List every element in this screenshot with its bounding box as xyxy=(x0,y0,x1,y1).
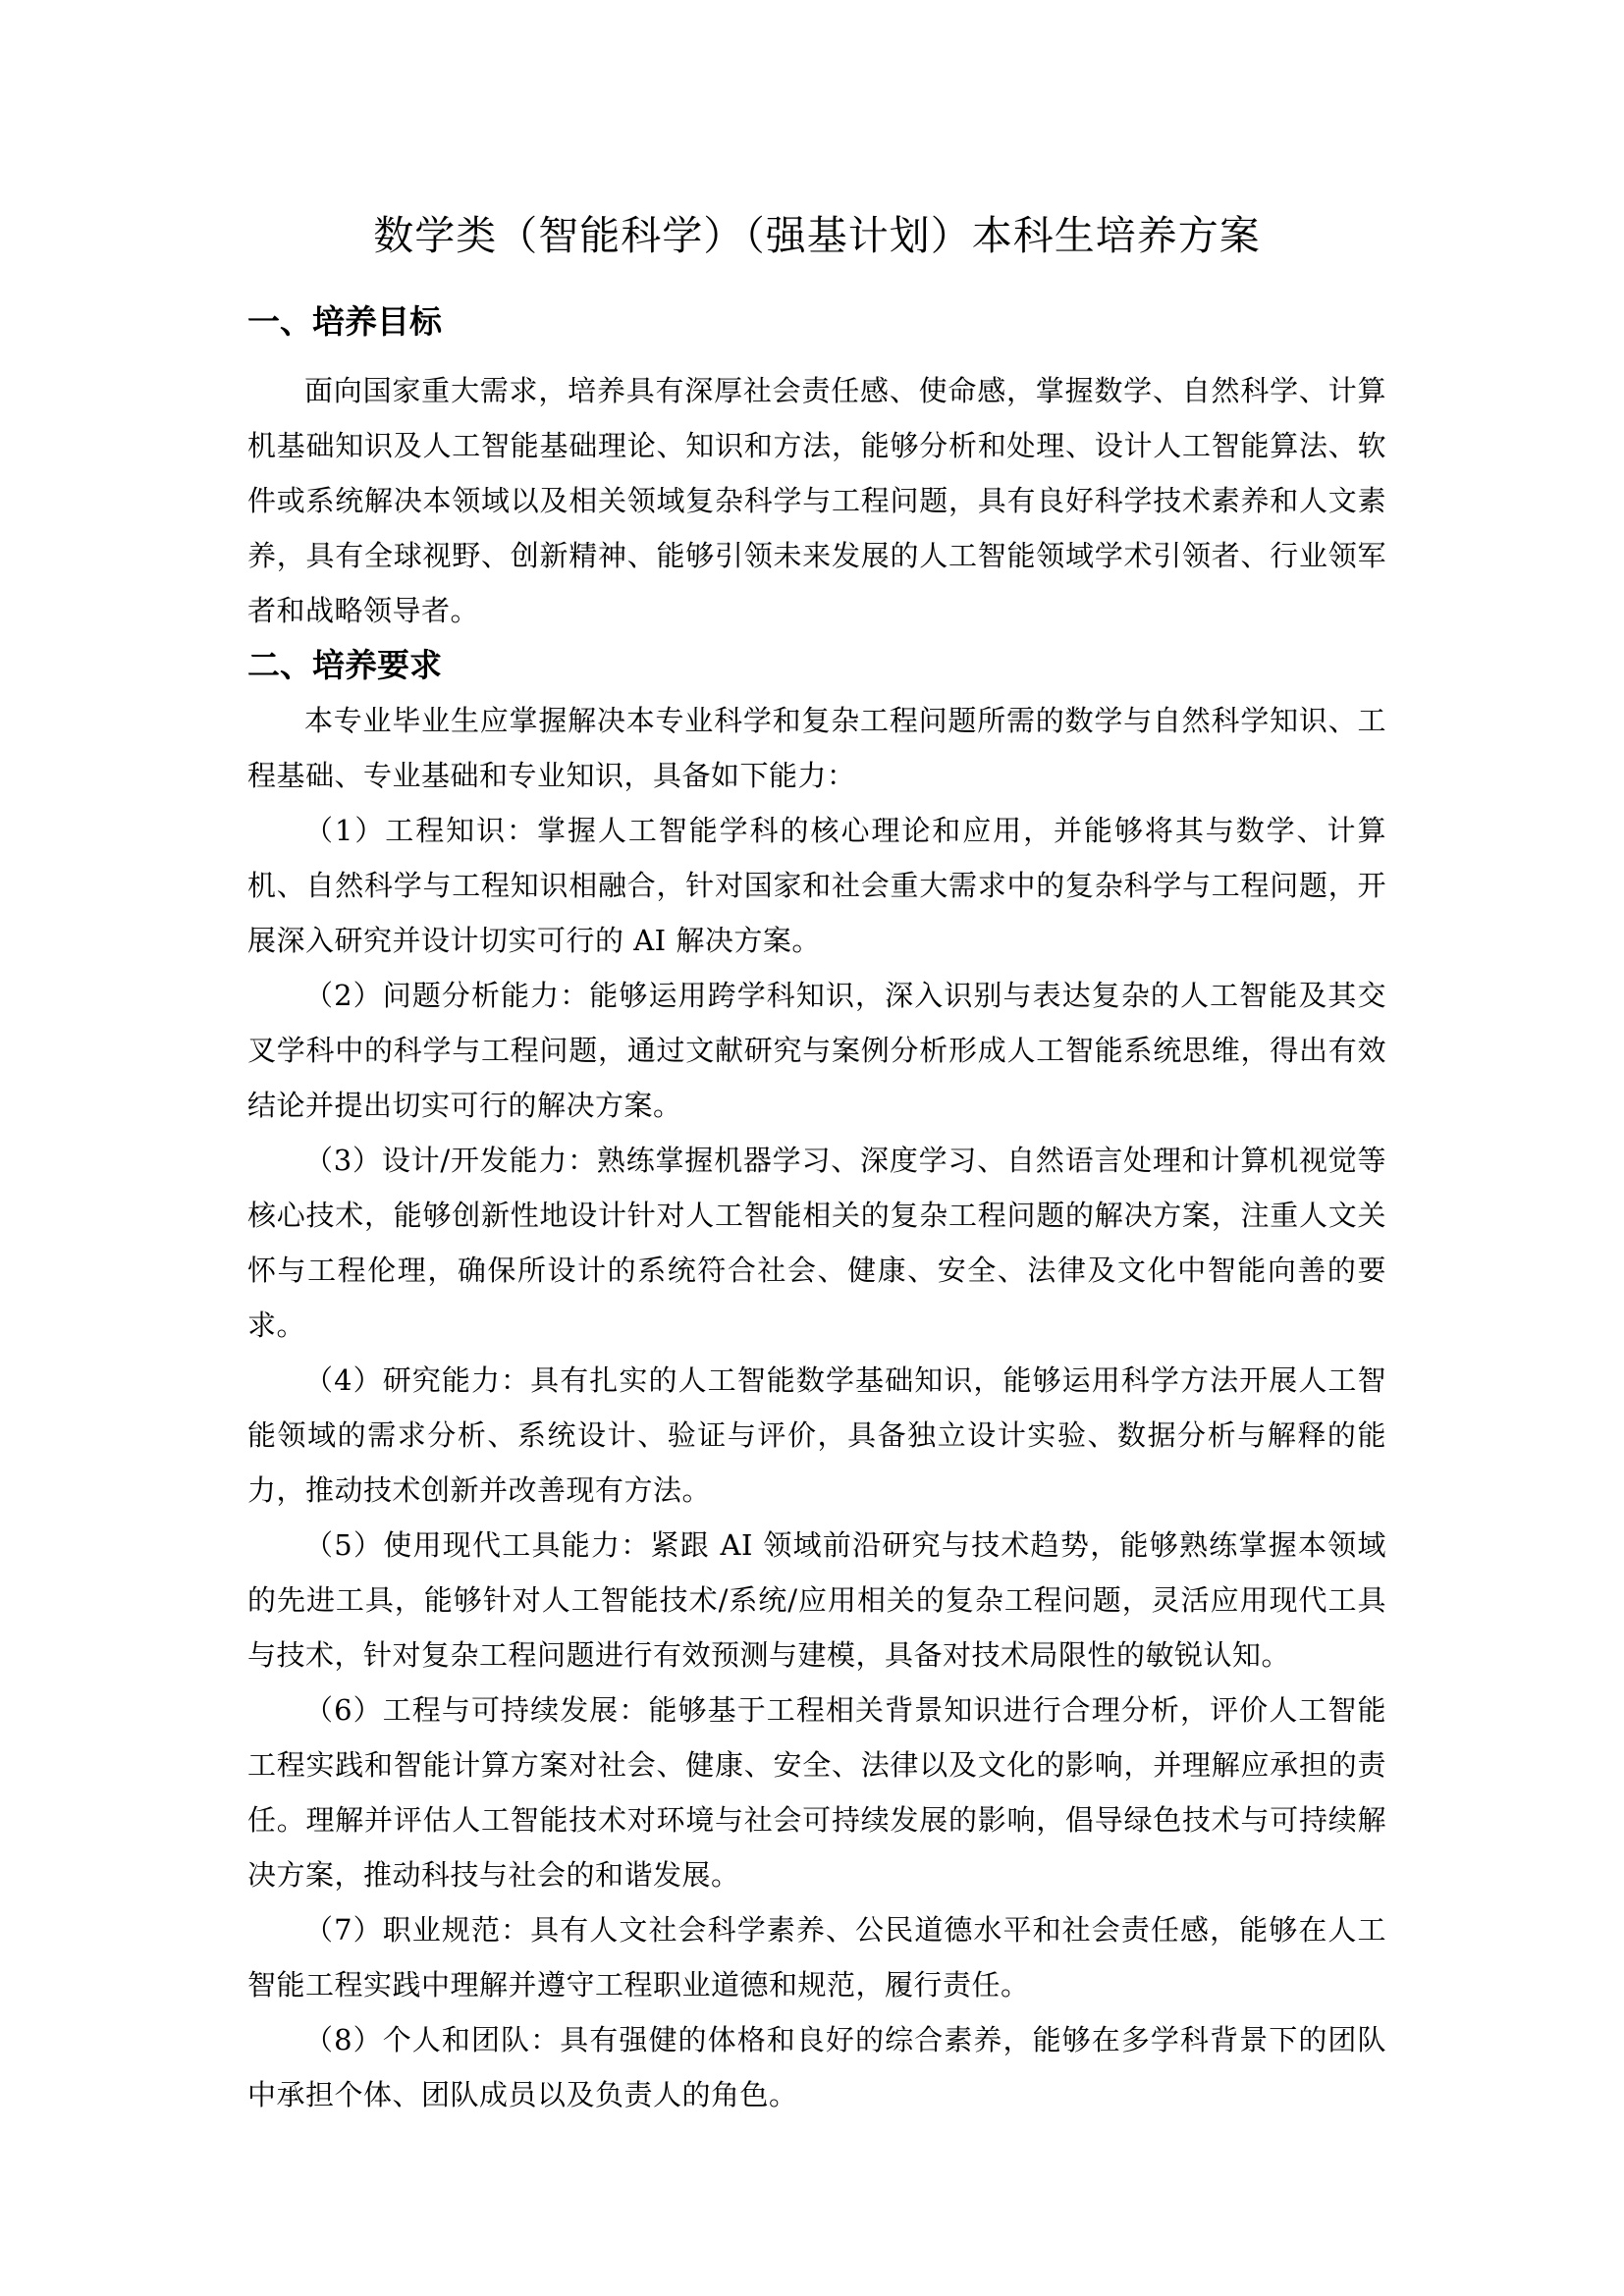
requirement-item-7: （7）职业规范：具有人文社会科学素养、公民道德水平和社会责任感，能够在人工智能工程实践中理解并遵守工程职业道德和规范，履行责任。 xyxy=(247,1913,1386,2002)
requirement-item-8: （8）个人和团队：具有强健的体格和良好的综合素养，能够在多学科背景下的团队中承担个体、团队成员以及负责人的角色。 xyxy=(247,2023,1386,2111)
requirements-intro: 本专业毕业生应掌握解决本专业科学和复杂工程问题所需的数学与自然科学知识、工程基础、专业基础和专业知识，具备如下能力： xyxy=(247,704,1386,792)
section-heading-requirements: 二、培养要求 xyxy=(247,646,442,684)
document-page xyxy=(247,206,1386,2122)
spacer xyxy=(247,349,1386,363)
document-title: 数学类（智能科学）（强基计划）本科生培养方案 xyxy=(373,212,1261,259)
section-heading-goals: 一、培养目标 xyxy=(247,302,442,341)
requirement-item-3: （3）设计/开发能力：熟练掌握机器学习、深度学习、自然语言处理和计算机视觉等核心技术，能够创新性地设计针对人工智能相关的复杂工程问题的解决方案，注重人文关怀与工程伦理，确保所设计的系统符合社会、健康、安全、法律及文化中智能向善的要求。 xyxy=(247,1144,1386,1342)
requirement-item-2: （2）问题分析能力：能够运用跨学科知识，深入识别与表达复杂的人工智能及其交叉学科中的科学与工程问题，通过文献研究与案例分析形成人工智能系统思维，得出有效结论并提出切实可行的解决方案。 xyxy=(247,979,1386,1122)
requirement-item-6: （6）工程与可持续发展：能够基于工程相关背景知识进行合理分析，评价人工智能工程实践和智能计算方案对社会、健康、安全、法律以及文化的影响，并理解应承担的责任。理解并评估人工智能技术对环境与社会可持续发展的影响，倡导绿色技术与可持续解决方案，推动科技与社会的和谐发展。 xyxy=(247,1693,1386,1892)
requirement-item-5: （5）使用现代工具能力：紧跟 AI 领域前沿研究与技术趋势，能够熟练掌握本领域的先进工具，能够针对人工智能技术/系统/应用相关的复杂工程问题，灵活应用现代工具与技术，针对复杂工程问题进行有效预测与建模，具备对技术局限性的敏锐认知。 xyxy=(247,1528,1386,1672)
goals-paragraph: 面向国家重大需求，培养具有深厚社会责任感、使命感，掌握数学、自然科学、计算机基础知识及人工智能基础理论、知识和方法，能够分析和处理、设计人工智能算法、软件或系统解决本领域以及相关领域复杂科学与工程问题，具有良好科学技术素养和人文素养，具有全球视野、创新精神、能够引领未来发展的人工智能领域学术引领者、行业领军者和战略领导者。 xyxy=(247,374,1386,627)
requirement-item-1: （1）工程知识：掌握人工智能学科的核心理论和应用，并能够将其与数学、计算机、自然科学与工程知识相融合，针对国家和社会重大需求中的复杂科学与工程问题，开展深入研究并设计切实可行的 AI 解决方案。 xyxy=(247,814,1386,957)
requirement-item-4: （4）研究能力：具有扎实的人工智能数学基础知识，能够运用科学方法开展人工智能领域的需求分析、系统设计、验证与评价，具备独立设计实验、数据分析与解释的能力，推动技术创新并改善现有方法。 xyxy=(247,1363,1386,1507)
